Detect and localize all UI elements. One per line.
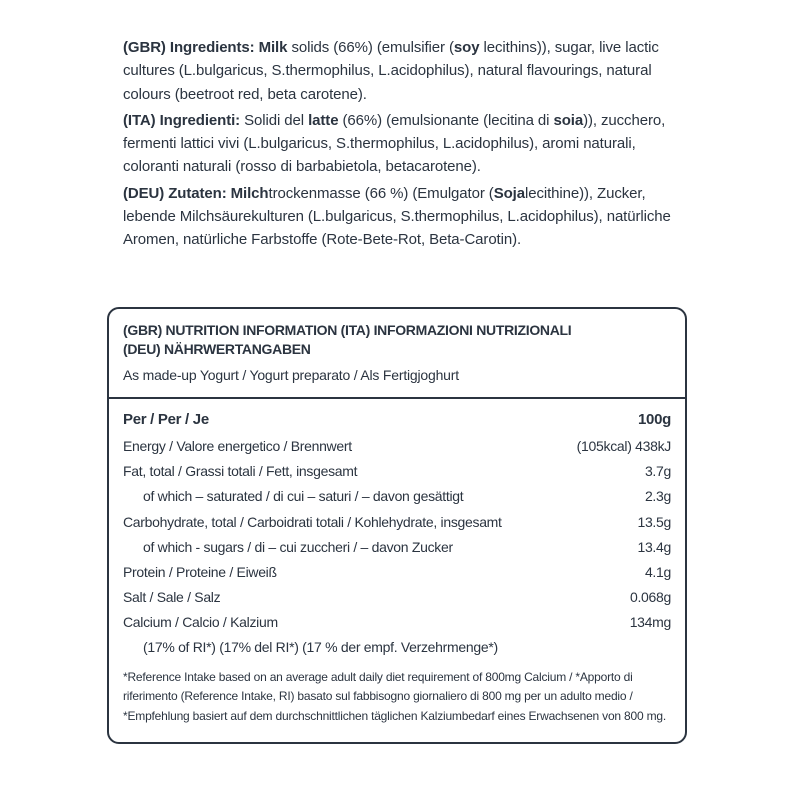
nutrient-value: 2.3g [644,488,671,505]
ingredients-ita-segment: )), zucchero, fermenti lattici vivi (L.bulgaricus, S.thermophilus, L.acidophilus), aromi naturali, coloranti naturali (rosso di barbabietola, betacarotene). [123,111,666,176]
ingredients-gbr-segment: solids (66%) (emulsifier ( [287,39,454,56]
ingredients-ita-segment: Solidi del [240,111,309,129]
nutrition-row [123,459,671,484]
nutrient-label: Calcium / Calcio / Kalzium [123,614,278,631]
nutrition-row [123,610,671,635]
nutrition-row [123,560,671,585]
nutrition-row [123,434,671,459]
nutrient-label: Carbohydrate, total / Carboidrati totali / Kohlehydrate, insgesamt [123,513,502,530]
reference-intake-footnote: *Reference Intake based on an average adult daily diet requirement of 800mg Calcium / *Apporto di riferimento (Reference Intake, RI) basato sul fabbisogno giornaliero di 800 mg per un adulto medio / *Empfehlung basiert auf dem durchschnittlichen täglichen Kalziumbedarf eines Erwachsenen von 800 mg. [123,669,666,723]
nutrition-header [109,309,685,385]
per-value: 100g [638,411,671,428]
nutrition-table [109,399,685,658]
nutrient-label: of which - sugars / di – cui zuccheri / – davon Zucker [143,538,453,555]
nutrient-value: 3.7g [644,463,671,480]
ingredients-deu [123,182,683,252]
nutrient-value: 13.5g [637,513,671,530]
ingredients-deu-segment: Soja [493,184,525,202]
nutrient-value: (105kcal) 438kJ [576,438,671,454]
calcium-ri-note: (17% of RI*) (17% del RI*) (17 % der empf. Verzehrmenge*) [143,638,498,655]
ingredients-gbr-segment: lecithins)), sugar, live lactic cultures (L.bulgaricus, S.thermophilus, L.acidophilus), natural flavourings, natural colours (beetroot red, beta carotene). [123,39,659,103]
ingredients-gbr-segment: (GBR) Ingredients: Milk [123,39,288,56]
nutrition-rows [123,434,671,636]
nutrition-row [123,585,671,610]
nutrition-subtitle: As made-up Yogurt / Yogurt preparato / Als Fertigjoghurt [123,367,459,383]
nutrition-row [123,484,671,509]
nutrition-title-line-2: (DEU) NÄHRWERTANGABEN [123,341,311,357]
ingredients-ita [123,109,683,179]
ingredients-deu-segment: lecithine)), Zucker, lebende Milchsäurekulturen (L.bulgaricus, S.thermophilus, L.acidophilus), natürliche Aromen, natürliche Farbstoffe (Rote-Bete-Rot, Beta-Carotin). [123,184,671,249]
nutrition-title-line-1: (GBR) NUTRITION INFORMATION (ITA) INFORMAZIONI NUTRIZIONALI [123,322,572,338]
ingredients-ita-segment: soia [553,111,584,129]
nutrient-label: Fat, total / Grassi totali / Fett, insgesamt [123,463,358,480]
nutrient-label: Salt / Sale / Salz [123,589,221,606]
nutrition-header-row [123,409,671,431]
nutrient-label: of which – saturated / di cui – saturi / – davon gesättigt [143,488,464,505]
per-label: Per / Per / Je [123,411,209,428]
ingredients-ita-segment: (66%) (emulsionante (lecitina di [338,111,554,129]
nutrient-value: 4.1g [644,564,671,581]
ingredients-gbr-segment: soy [453,39,480,56]
nutrition-row [123,510,671,535]
ingredients-deu-segment: trockenmasse (66 %) (Emulgator ( [268,184,494,202]
nutrition-information-box [107,307,687,744]
nutrition-row [123,535,671,560]
nutrient-label: Protein / Proteine / Eiweiß [123,564,277,581]
ingredients-gbr [123,36,683,106]
ingredients-ita-segment: (ITA) Ingredienti: [123,111,241,129]
nutrient-value: 134mg [629,614,671,631]
nutrient-label: Energy / Valore energetico / Brennwert [123,438,352,454]
nutrient-value: 13.4g [637,538,671,555]
ingredients-deu-segment: (DEU) Zutaten: Milch [123,184,269,202]
ingredients-ita-segment: latte [308,111,339,129]
nutrient-value: 0.068g [629,589,671,606]
ingredients-section [123,36,683,255]
